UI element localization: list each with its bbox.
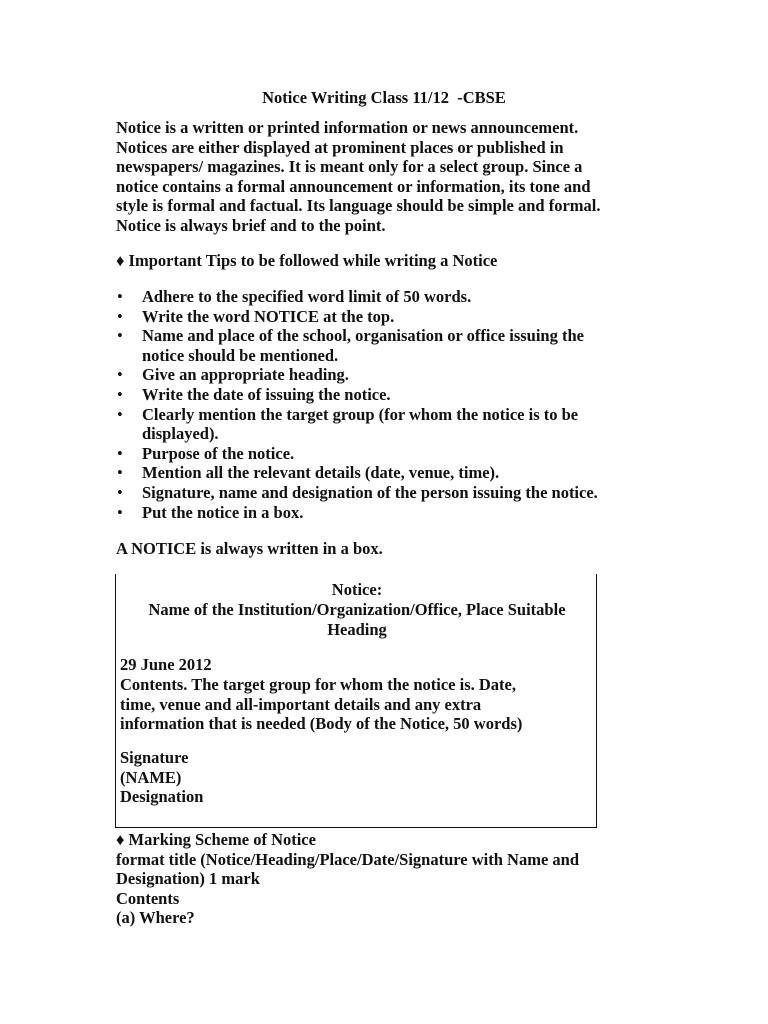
subtitle-line: Name of the Institution/Organization/Office, Place Suitable <box>148 600 566 619</box>
bullet-icon: • <box>117 287 123 306</box>
marking-line: format title (Notice/Heading/Place/Date/Signature with Name and <box>116 849 579 869</box>
marking-line: Contents <box>116 888 180 908</box>
bullet-icon: • <box>117 463 123 483</box>
notice-box-contents <box>120 675 590 734</box>
notice-format-box <box>115 574 597 828</box>
list-item <box>116 287 661 307</box>
contents-line: information that is needed (Body of the Notice, 50 words) <box>120 714 523 734</box>
tip-line: Clearly mention the target group (for whom the notice is to be <box>142 404 579 424</box>
list-item <box>116 326 661 365</box>
list-item <box>116 463 661 483</box>
list-item <box>116 405 661 444</box>
bullet-icon: • <box>117 306 123 326</box>
tip-line: Write the word NOTICE at the top. <box>142 306 395 326</box>
tip-line: Write the date of issuing the notice. <box>142 384 391 404</box>
notice-box-title: Notice: <box>331 580 383 599</box>
page-title: Notice Writing Class 11/12 -CBSE <box>262 88 506 107</box>
bullet-icon: • <box>117 384 123 404</box>
bullet-icon: • <box>117 482 123 502</box>
subtitle-line: Heading <box>327 619 387 639</box>
tip-line: Signature, name and designation of the person issuing the notice. <box>142 482 598 502</box>
notice-box-signature <box>120 748 590 807</box>
bullet-icon: • <box>117 443 123 463</box>
tip-line: displayed). <box>142 424 219 444</box>
tip-line: Mention all the relevant details (date, venue, time). <box>142 463 500 483</box>
intro-line: Notices are either displayed at prominent places or published in <box>116 137 564 157</box>
marking-line: ♦ Marking Scheme of Notice <box>116 830 316 849</box>
tips-list <box>116 287 661 522</box>
intro-line: Notice is always brief and to the point. <box>116 215 386 235</box>
marking-line: (a) Where? <box>116 908 195 928</box>
intro-line: newspapers/ magazines. It is meant only for a select group. Since a <box>116 157 583 177</box>
tip-line: Give an appropriate heading. <box>142 365 349 385</box>
list-item <box>116 307 661 327</box>
list-item <box>116 503 661 523</box>
intro-line: Notice is a written or printed information or news announcement. <box>116 118 579 137</box>
marking-line: Designation) 1 mark <box>116 869 260 889</box>
bullet-icon: • <box>117 404 123 424</box>
bullet-icon: • <box>117 502 123 522</box>
list-item <box>116 385 661 405</box>
tip-line: notice should be mentioned. <box>142 345 339 365</box>
notice-box-date: 29 June 2012 <box>120 655 212 674</box>
tip-line: Put the notice in a box. <box>142 502 304 522</box>
contents-line: time, venue and all-important details and any extra <box>120 694 482 714</box>
list-item <box>116 483 661 503</box>
signature-line: Designation <box>120 787 204 807</box>
signature-line: Signature <box>120 748 189 767</box>
notice-box-subtitle <box>122 600 592 639</box>
tips-heading: ♦ Important Tips to be followed while writing a Notice <box>116 251 498 270</box>
tip-line: Adhere to the specified word limit of 50 words. <box>142 287 472 306</box>
signature-line: (NAME) <box>120 767 182 787</box>
list-item <box>116 444 661 464</box>
tip-line: Name and place of the school, organisation or office issuing the <box>142 326 584 346</box>
marking-scheme <box>116 830 661 928</box>
intro-line: style is formal and factual. Its language should be simple and formal. <box>116 196 601 216</box>
contents-line: Contents. The target group for whom the notice is. Date, <box>120 675 516 694</box>
intro-paragraph <box>116 118 661 236</box>
list-item <box>116 365 661 385</box>
bullet-icon: • <box>117 365 123 385</box>
tip-line: Purpose of the notice. <box>142 443 295 463</box>
intro-line: notice contains a formal announcement or information, its tone and <box>116 176 591 196</box>
box-statement: A NOTICE is always written in a box. <box>116 539 383 558</box>
bullet-icon: • <box>117 326 123 346</box>
